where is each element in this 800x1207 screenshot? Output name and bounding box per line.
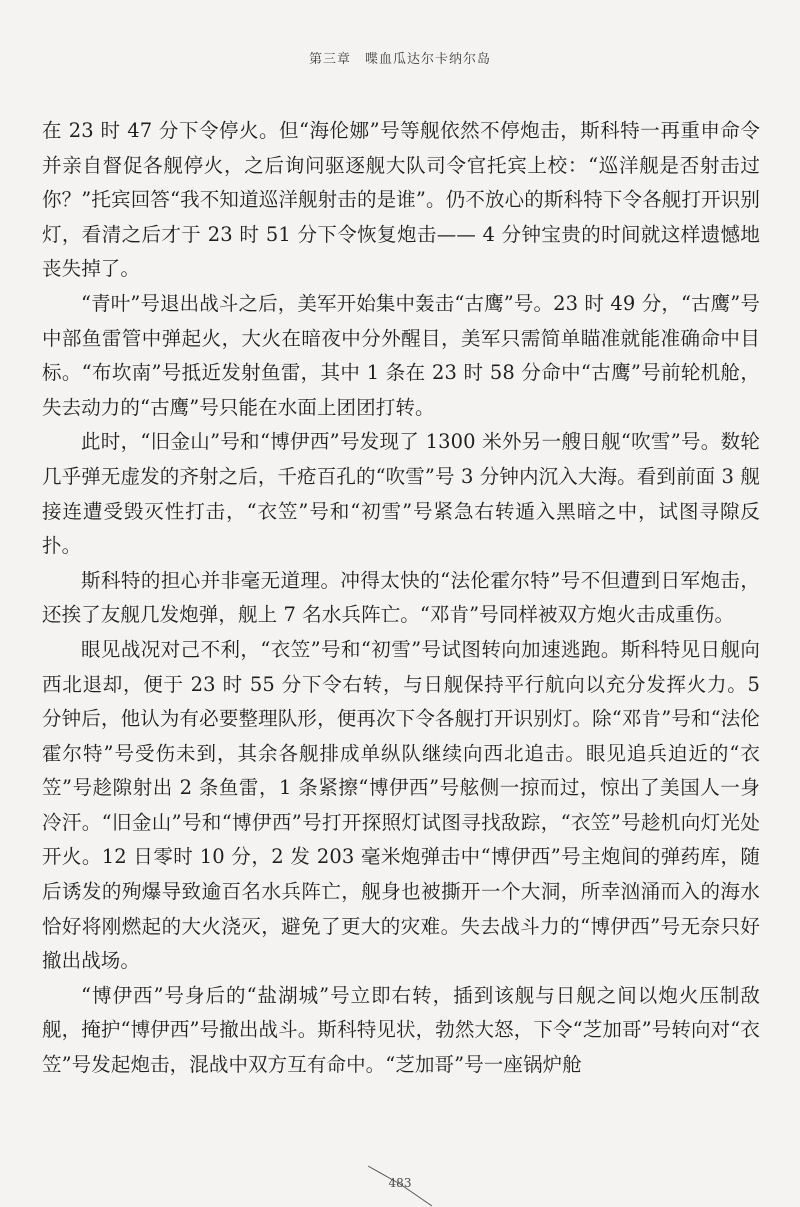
body-text — [42, 114, 760, 1083]
paragraph: 斯科特的担心并非毫无道理。冲得太快的“法伦霍尔特”号不但遭到日军炮击，还挨了友舰几发炮弹，舰上 7 名水兵阵亡。“邓肯”号同样被双方炮火击成重伤。 — [42, 568, 760, 627]
paragraph: 眼见战况对己不利，“衣笠”号和“初雪”号试图转向加速逃跑。斯科特见日舰向西北退却，便于 23 时 55 分下令右转，与日舰保持平行航向以充分发挥火力。5 分钟后，他认为有必要整理队形，便再次下令各舰打开识别灯。除“邓肯”号和“法伦霍尔特”号受伤未到，其余各舰排成单纵队继续向西北追击。眼见追兵迫近的“衣笠”号趁隙射出 2 条鱼雷，1 条紧擦“博伊西”号舷侧一掠而过，惊出了美国人一身冷汗。“旧金山”号和“博伊西”号打开探照灯试图寻找敌踪，“衣笠”号趁机向灯光处开火。12 日零时 10 分，2 发 203 毫米炮弹击中“博伊西”号主炮间的弹药库，随后诱发的殉爆导致逾百名水兵阵亡，舰身也被撕开一个大洞，所幸汹涌而入的海水恰好将刚燃起的大火浇灭，避免了更大的灾难。失去战斗力的“博伊西”号无奈只好撤出战场。 — [42, 637, 760, 973]
paragraph-continued: 在 23 时 47 分下令停火。但“海伦娜”号等舰依然不停炮击，斯科特一再重申命令并亲自督促各舰停火，之后询问驱逐舰大队司令官托宾上校：“巡洋舰是否射击过你？”托宾回答“我不知道巡洋舰射击的是谁”。仍不放心的斯科特下令各舰打开识别灯，看清之后才于 23 时 51 分下令恢复炮击—— 4 分钟宝贵的时间就这样遗憾地丧失掉了。 — [42, 119, 760, 281]
paragraph: 此时，“旧金山”号和“博伊西”号发现了 1300 米外另一艘日舰“吹雪”号。数轮几乎弹无虚发的齐射之后，千疮百孔的“吹雪”号 3 分钟内沉入大海。看到前面 3 舰接连遭受毁灭性打击，“衣笠”号和“初雪”号紧急右转遁入黑暗之中，试图寻隙反扑。 — [42, 430, 760, 558]
paragraph: “博伊西”号身后的“盐湖城”号立即右转，插到该舰与日舰之间以炮火压制敌舰，掩护“博伊西”号撤出战斗。斯科特见状，勃然大怒，下令“芝加哥”号转向对“衣笠”号发起炮击，混战中双方互有命中。“芝加哥”号一座锅炉舱 — [42, 983, 760, 1077]
running-header: 第三章 喋血瓜达尔卡纳尔岛 — [308, 52, 491, 67]
paragraph: “青叶”号退出战斗之后，美军开始集中轰击“古鹰”号。23 时 49 分，“古鹰”号中部鱼雷管中弹起火，大火在暗夜中分外醒目，美军只需简单瞄准就能准确命中目标。“布坎南”号抵近发射鱼雷，其中 1 条在 23 时 58 分命中“古鹰”号前轮机舱，失去动力的“古鹰”号只能在水面上团团打转。 — [42, 291, 760, 419]
page-number: 483 — [388, 1176, 412, 1190]
